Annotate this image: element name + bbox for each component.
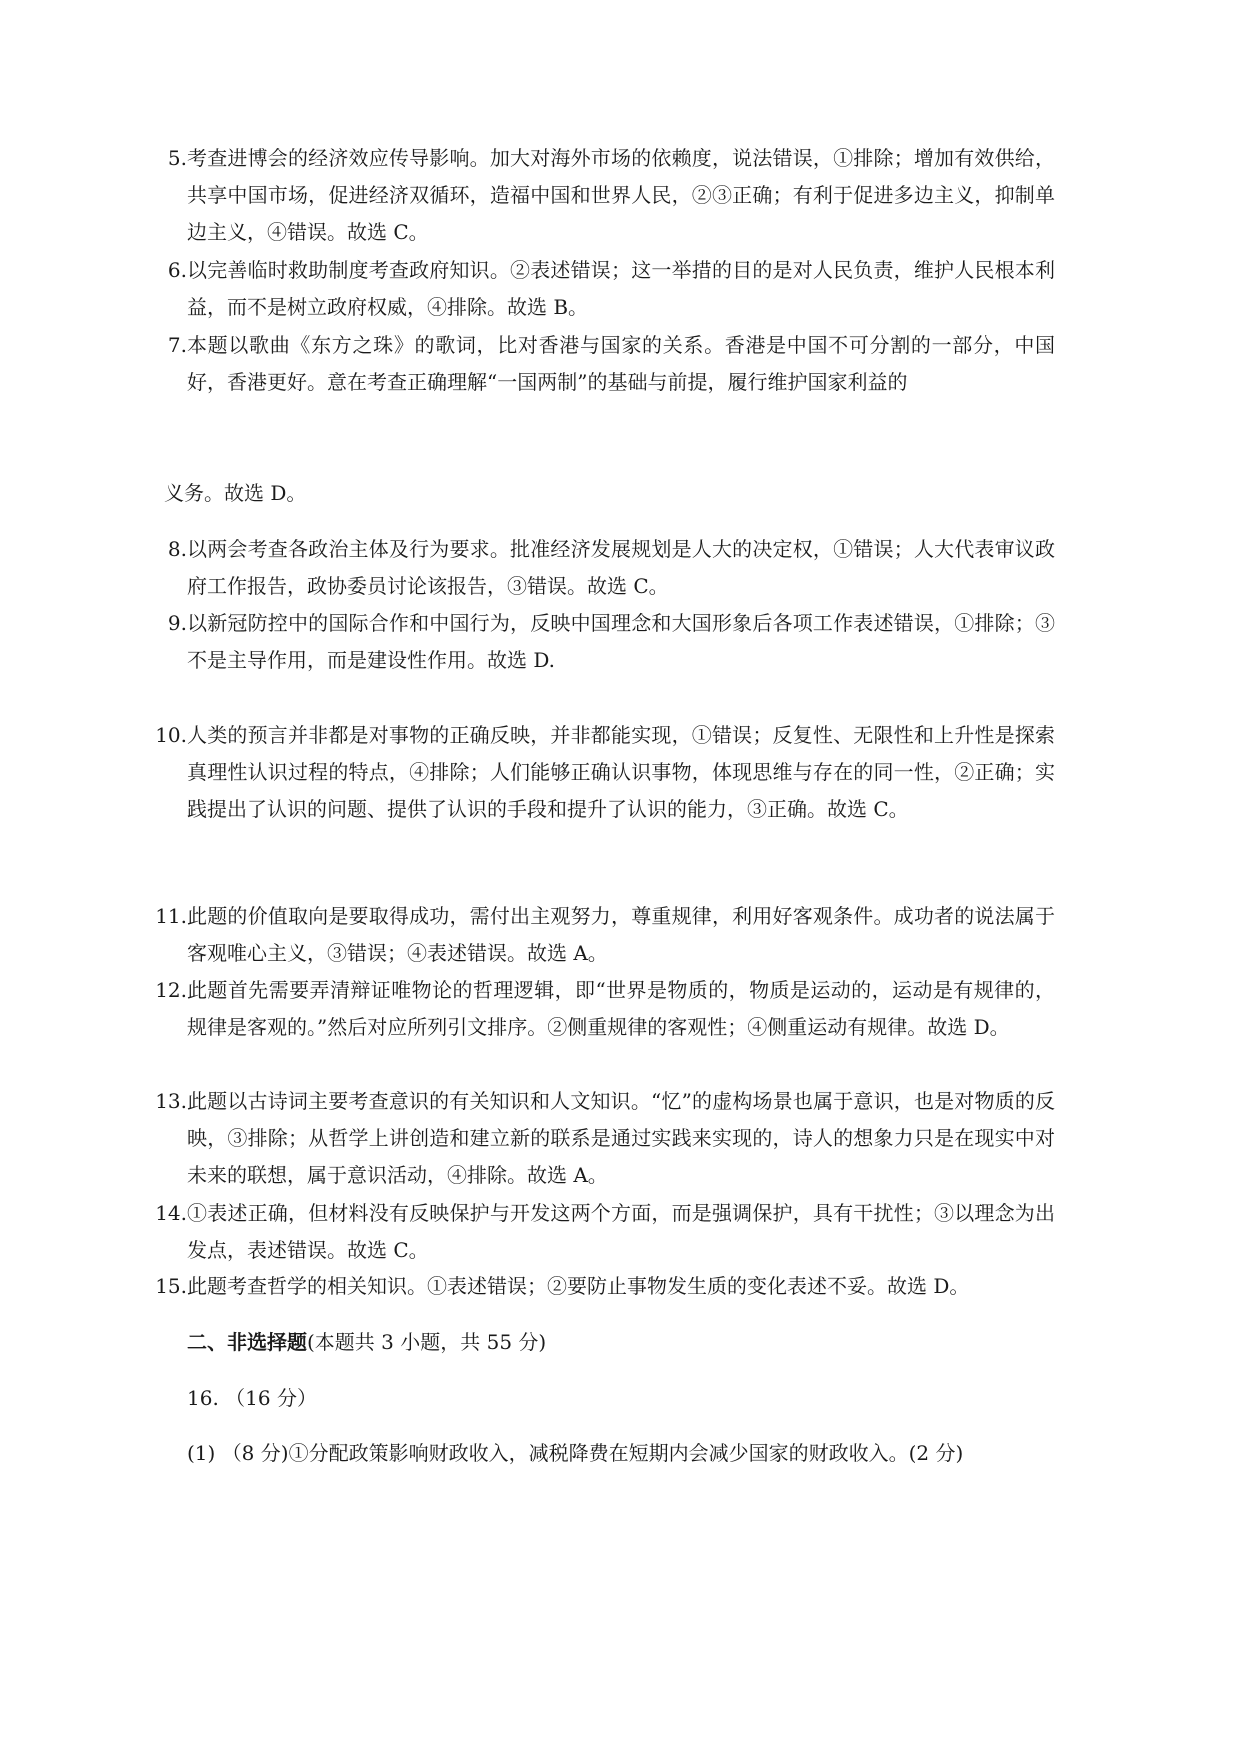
answer-number: 9. xyxy=(167,611,187,635)
answer-item-7 xyxy=(167,327,1055,401)
answer-item-5 xyxy=(167,140,1055,251)
answer-number: 8. xyxy=(167,537,187,561)
answer-number: 12. xyxy=(155,978,187,1002)
answer-text: 考查进博会的经济效应传导影响。加大对海外市场的依赖度，说法错误，①排除；增加有效供给，共享中国市场，促进经济双循环，造福中国和世界人民，②③正确；有利于促进多边主义，抑制单边主义，④错误。故选 C。 xyxy=(187,146,1055,244)
answer-item-8 xyxy=(167,531,1055,605)
answer-number: 5. xyxy=(167,146,187,170)
answer-number: 7. xyxy=(167,333,187,357)
answer-text: ①表述正确，但材料没有反映保护与开发这两个方面，而是强调保护，具有干扰性；③以理念为出发点，表述错误。故选 C。 xyxy=(187,1201,1055,1262)
answer-text: 本题以歌曲《东方之珠》的歌词，比对香港与国家的关系。香港是中国不可分割的一部分，中国好，香港更好。意在考查正确理解“一国两制”的基础与前提，履行维护国家利益的 xyxy=(187,333,1055,394)
answer-text: 以完善临时救助制度考查政府知识。②表述错误；这一举措的目的是对人民负责，维护人民根本利益，而不是树立政府权威，④排除。故选 B。 xyxy=(187,258,1055,319)
answer-number: 15. xyxy=(155,1274,187,1298)
answer-7-continuation: 义务。故选 D。 xyxy=(164,481,307,505)
section-title: 二、非选择题 xyxy=(187,1330,307,1354)
question-16-part-1: (1) （8 分)①分配政策影响财政收入，减税降费在短期内会减少国家的财政收入。(2 分) xyxy=(187,1441,964,1465)
answer-text: 以两会考查各政治主体及行为要求。批准经济发展规划是人大的决定权，①错误；人大代表审议政府工作报告，政协委员讨论该报告，③错误。故选 C。 xyxy=(187,537,1055,598)
answer-text: 此题以古诗词主要考查意识的有关知识和人文知识。“忆”的虚构场景也属于意识，也是对物质的反映，③排除；从哲学上讲创造和建立新的联系是通过实践来实现的，诗人的想象力只是在现实中对未来的联想，属于意识活动，④排除。故选 A。 xyxy=(187,1089,1055,1187)
question-16-header: 16. （16 分） xyxy=(187,1386,317,1410)
answer-item-15 xyxy=(155,1268,1055,1305)
section-heading xyxy=(187,1324,546,1361)
answer-text: 以新冠防控中的国际合作和中国行为，反映中国理念和大国形象后各项工作表述错误，①排除；③不是主导作用，而是建设性作用。故选 D. xyxy=(187,611,1055,672)
answer-text: 此题首先需要弄清辩证唯物论的哲理逻辑，即“世界是物质的，物质是运动的，运动是有规律的，规律是客观的。”然后对应所列引文排序。②侧重规律的客观性；④侧重运动有规律。故选 D。 xyxy=(187,978,1055,1039)
answer-number: 6. xyxy=(167,258,187,282)
answer-text: 人类的预言并非都是对事物的正确反映，并非都能实现，①错误；反复性、无限性和上升性是探索真理性认识过程的特点，④排除；人们能够正确认识事物，体现思维与存在的同一性，②正确；实践提出了认识的问题、提供了认识的手段和提升了认识的能力，③正确。故选 C。 xyxy=(187,723,1055,821)
section-note: (本题共 3 小题，共 55 分) xyxy=(307,1330,547,1354)
answer-number: 10. xyxy=(155,723,187,747)
answer-item-13 xyxy=(155,1083,1055,1194)
answer-item-14 xyxy=(155,1195,1055,1269)
answer-text: 此题考查哲学的相关知识。①表述错误；②要防止事物发生质的变化表述不妥。故选 D。 xyxy=(187,1274,970,1298)
answer-number: 11. xyxy=(155,904,187,928)
answer-number: 13. xyxy=(155,1089,187,1113)
answer-text: 此题的价值取向是要取得成功，需付出主观努力，尊重规律，利用好客观条件。成功者的说法属于客观唯心主义，③错误；④表述错误。故选 A。 xyxy=(187,904,1055,965)
answer-item-11 xyxy=(155,898,1055,972)
answer-number: 14. xyxy=(155,1201,187,1225)
answer-item-10 xyxy=(155,717,1055,828)
answer-item-12 xyxy=(155,972,1055,1046)
answer-item-9 xyxy=(167,605,1055,679)
answer-item-6 xyxy=(167,252,1055,326)
